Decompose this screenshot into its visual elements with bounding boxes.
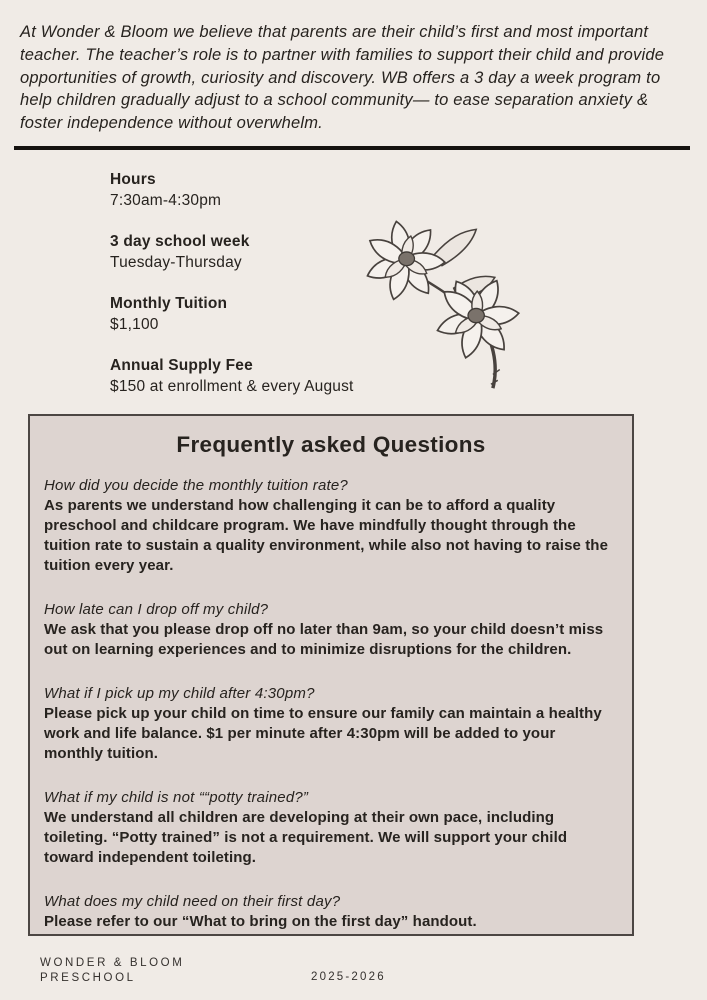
faq-box [28,414,634,936]
info-value: 7:30am-4:30pm [110,192,222,209]
info-section [110,170,354,397]
faq-item-late-pickup [44,684,618,764]
divider-line [14,146,690,150]
faq-answer: Please pick up your child on time to ensure our family can maintain a healthy work and life balance. $1 per minute after 4:30pm will be added to your monthly tuition. [44,705,602,762]
info-label: Hours [110,171,156,188]
info-value: $1,100 [110,316,159,333]
intro-paragraph: At Wonder & Bloom we believe that parents are their child’s first and most important teacher. The teacher’s role is to partner with families to support their child and provide opportunities of growth, curiosity and discovery. WB offers a 3 day a week program to help children gradually adjust to a school community— to ease separation anxiety & foster independence without overwhelm. [20,23,665,133]
faq-question: What if I pick up my child after 4:30pm? [44,685,315,702]
info-label: 3 day school week [110,233,250,250]
magnolia-flower-illustration [340,200,536,396]
faq-item-first-day [44,892,618,932]
faq-item-potty-trained [44,788,618,868]
faq-title: Frequently asked Questions [176,432,486,457]
info-value: Tuesday-Thursday [110,254,242,271]
info-item-supply-fee [110,356,354,397]
faq-question: How did you decide the monthly tuition rate? [44,477,348,494]
info-item-school-week [110,232,354,273]
info-label: Monthly Tuition [110,295,228,312]
info-item-monthly-tuition [110,294,354,335]
faq-answer: Please refer to our “What to bring on the first day” handout. [44,913,477,930]
faq-question: What if my child is not ““potty trained?” [44,789,309,806]
faq-item-tuition-rate [44,476,618,576]
footer-school-year: 2025-2026 [311,971,386,983]
info-item-hours [110,170,354,211]
faq-answer: As parents we understand how challenging it can be to afford a quality preschool and childcare program. We have mindfully thought through the tuition rate to sustain a quality environment, while also not having to raise the tuition every year. [44,497,609,574]
footer-brand-line2: PRESCHOOL [40,972,136,984]
faq-answer: We understand all children are developing at their own pace, including toileting. “Potty trained” is not a requirement. We will support your child toward independent toileting. [44,809,568,866]
footer-brand [40,956,184,986]
faq-item-drop-off [44,600,618,660]
info-value: $150 at enrollment & every August [110,378,354,395]
faq-list [44,476,618,932]
faq-question: How late can I drop off my child? [44,601,269,618]
footer-brand-line1: WONDER & BLOOM [40,957,185,969]
faq-question: What does my child need on their first day? [44,893,341,910]
info-label: Annual Supply Fee [110,357,253,374]
faq-answer: We ask that you please drop off no later than 9am, so your child doesn’t miss out on learning experiences and to minimize disruptions for the children. [44,621,604,658]
